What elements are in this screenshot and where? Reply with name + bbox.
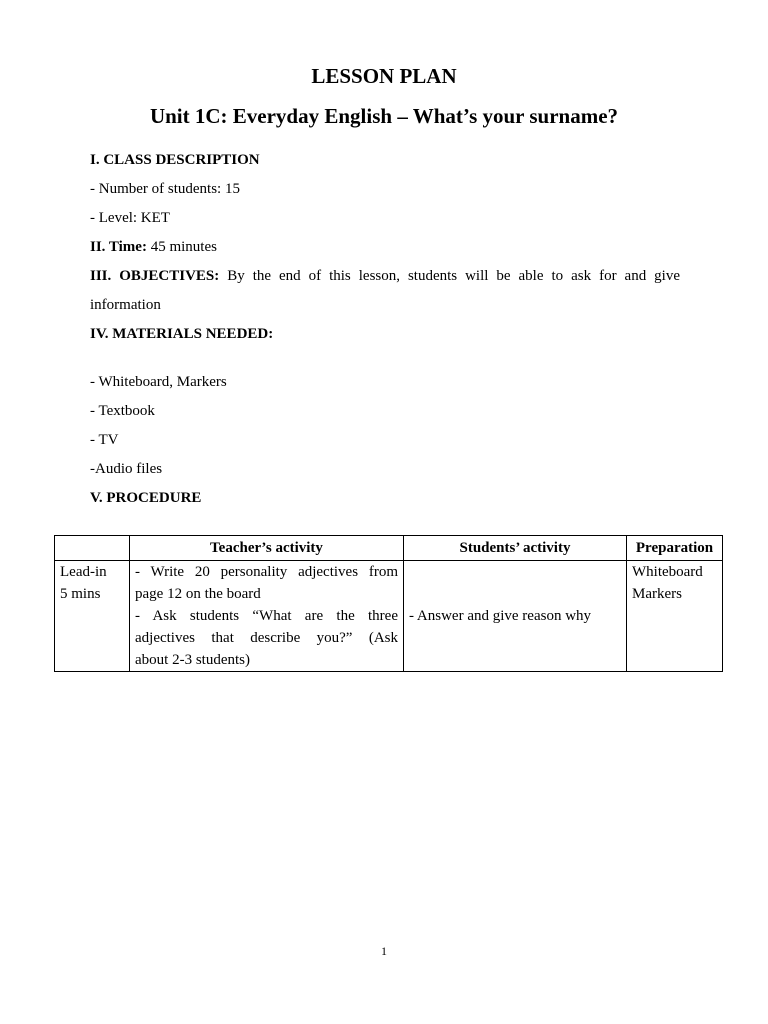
stage-cell <box>55 561 130 672</box>
number-of-students: - Number of students: 15 <box>90 181 240 197</box>
preparation-item: Markers <box>632 586 682 602</box>
material-item: -Audio files <box>90 461 163 477</box>
time-value: 45 minutes <box>146 239 217 255</box>
document-subtitle: Unit 1C: Everyday English – What’s your surname? <box>149 104 619 128</box>
stage-duration: 5 mins <box>60 586 101 602</box>
table-header-row <box>55 536 723 561</box>
material-item: - Textbook <box>90 403 155 419</box>
column-header-students: Students’ activity <box>404 536 627 561</box>
level: - Level: KET <box>90 210 170 226</box>
time-label: II. Time: <box>90 239 147 255</box>
table-row <box>55 561 723 672</box>
procedure-heading: V. PROCEDURE <box>90 490 202 506</box>
teacher-activity-line: about 2-3 students) <box>135 652 250 668</box>
preparation-cell <box>627 561 723 672</box>
column-header-teacher: Teacher’s activity <box>130 536 404 561</box>
material-item: - TV <box>90 432 119 448</box>
materials-heading: IV. MATERIALS NEEDED: <box>90 326 274 342</box>
teacher-activity-cell <box>130 561 404 672</box>
column-header-preparation: Preparation <box>627 536 723 561</box>
objectives-label: III. OBJECTIVES: <box>90 268 220 284</box>
material-item: - Whiteboard, Markers <box>90 374 227 390</box>
column-header-stage <box>55 536 130 561</box>
procedure-table <box>54 535 723 672</box>
time-line <box>90 237 217 257</box>
objectives-text: By the end of this lesson, students will be able to ask for and give <box>219 268 680 284</box>
stage-name: Lead-in <box>60 564 107 580</box>
teacher-activity-line: page 12 on the board <box>135 586 261 602</box>
objectives-line <box>90 266 680 286</box>
teacher-activity-line: adjectives that describe you?” (Ask <box>135 630 398 646</box>
document-title: LESSON PLAN <box>311 64 457 88</box>
teacher-activity-line: - Write 20 personality adjectives from <box>135 564 398 580</box>
objectives-continuation: information <box>90 297 161 313</box>
class-description-heading: I. CLASS DESCRIPTION <box>90 152 260 168</box>
teacher-activity-line: - Ask students “What are the three <box>135 608 398 624</box>
preparation-item: Whiteboard <box>632 564 703 580</box>
page-number: 1 <box>381 944 387 958</box>
students-activity-cell: - Answer and give reason why <box>404 561 627 672</box>
